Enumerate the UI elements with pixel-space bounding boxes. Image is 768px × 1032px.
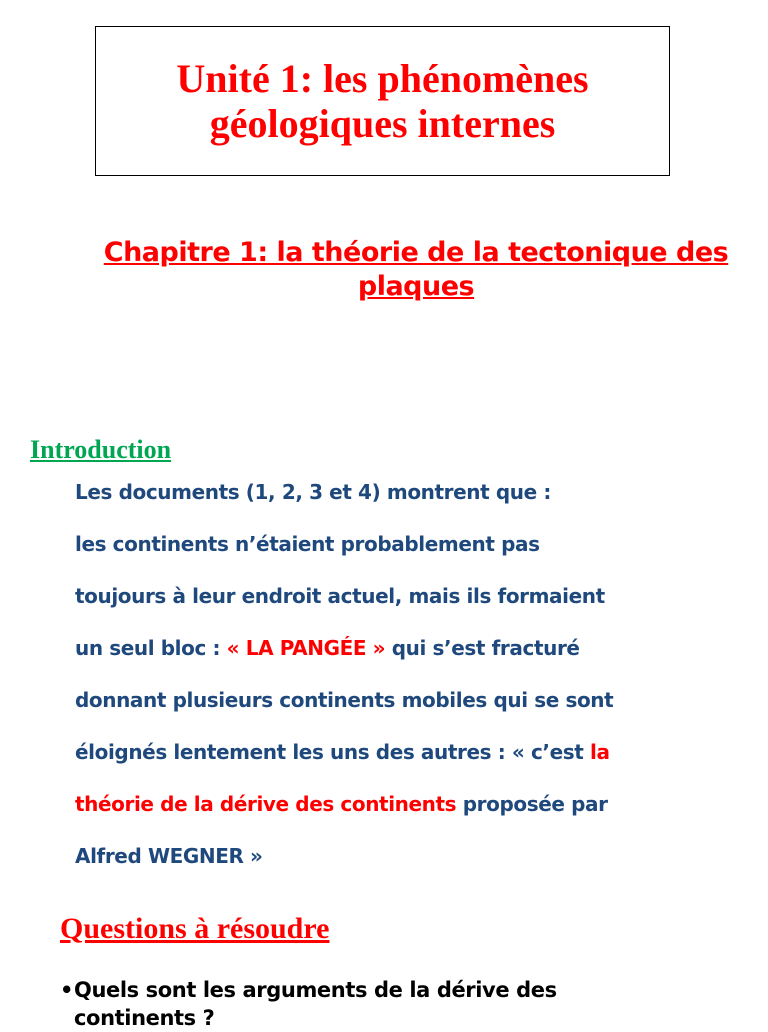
questions-heading: Questions à résoudre [60, 912, 330, 945]
introduction-line [75, 688, 705, 740]
pangee-highlight: « LA PANGÉE » [226, 636, 386, 660]
introduction-line-text: éloignés lentement les uns des autres : « c’est [75, 740, 591, 764]
question-text: Quels sont les arguments de la dérive des continents ? [74, 978, 557, 1030]
introduction-line-text: donnant plusieurs continents mobiles qui se sont [75, 688, 614, 712]
introduction-line-text: Les documents (1, 2, 3 et 4) montrent que : [75, 480, 551, 504]
bullet-icon: • [60, 978, 74, 1002]
introduction-line-text: toujours à leur endroit actuel, mais ils formaient [75, 584, 605, 608]
introduction-line [75, 584, 705, 636]
chapter-title: Chapitre 1: la théorie de la tectonique des plaques [103, 237, 729, 302]
introduction-line [75, 844, 705, 896]
introduction-heading: Introduction [30, 435, 172, 464]
introduction-line [75, 636, 705, 688]
introduction-line [75, 480, 705, 532]
title-box [95, 26, 670, 176]
introduction-line [75, 740, 705, 792]
theory-highlight: la [590, 740, 610, 764]
introduction-text [75, 480, 705, 896]
introduction-line [75, 792, 705, 844]
introduction-line-text: Alfred WEGNER » [75, 844, 263, 868]
page-title: Unité 1: les phénomènes géologiques internes [176, 56, 589, 146]
introduction-line [75, 532, 705, 584]
introduction-line-text: les continents n’étaient probablement pas [75, 532, 540, 556]
introduction-line-text: proposée par [456, 792, 608, 816]
theory-highlight: théorie de la dérive des continents [75, 792, 457, 816]
introduction-line-text: qui s’est fracturé [385, 636, 580, 660]
introduction-line-text: un seul bloc : [75, 636, 227, 660]
